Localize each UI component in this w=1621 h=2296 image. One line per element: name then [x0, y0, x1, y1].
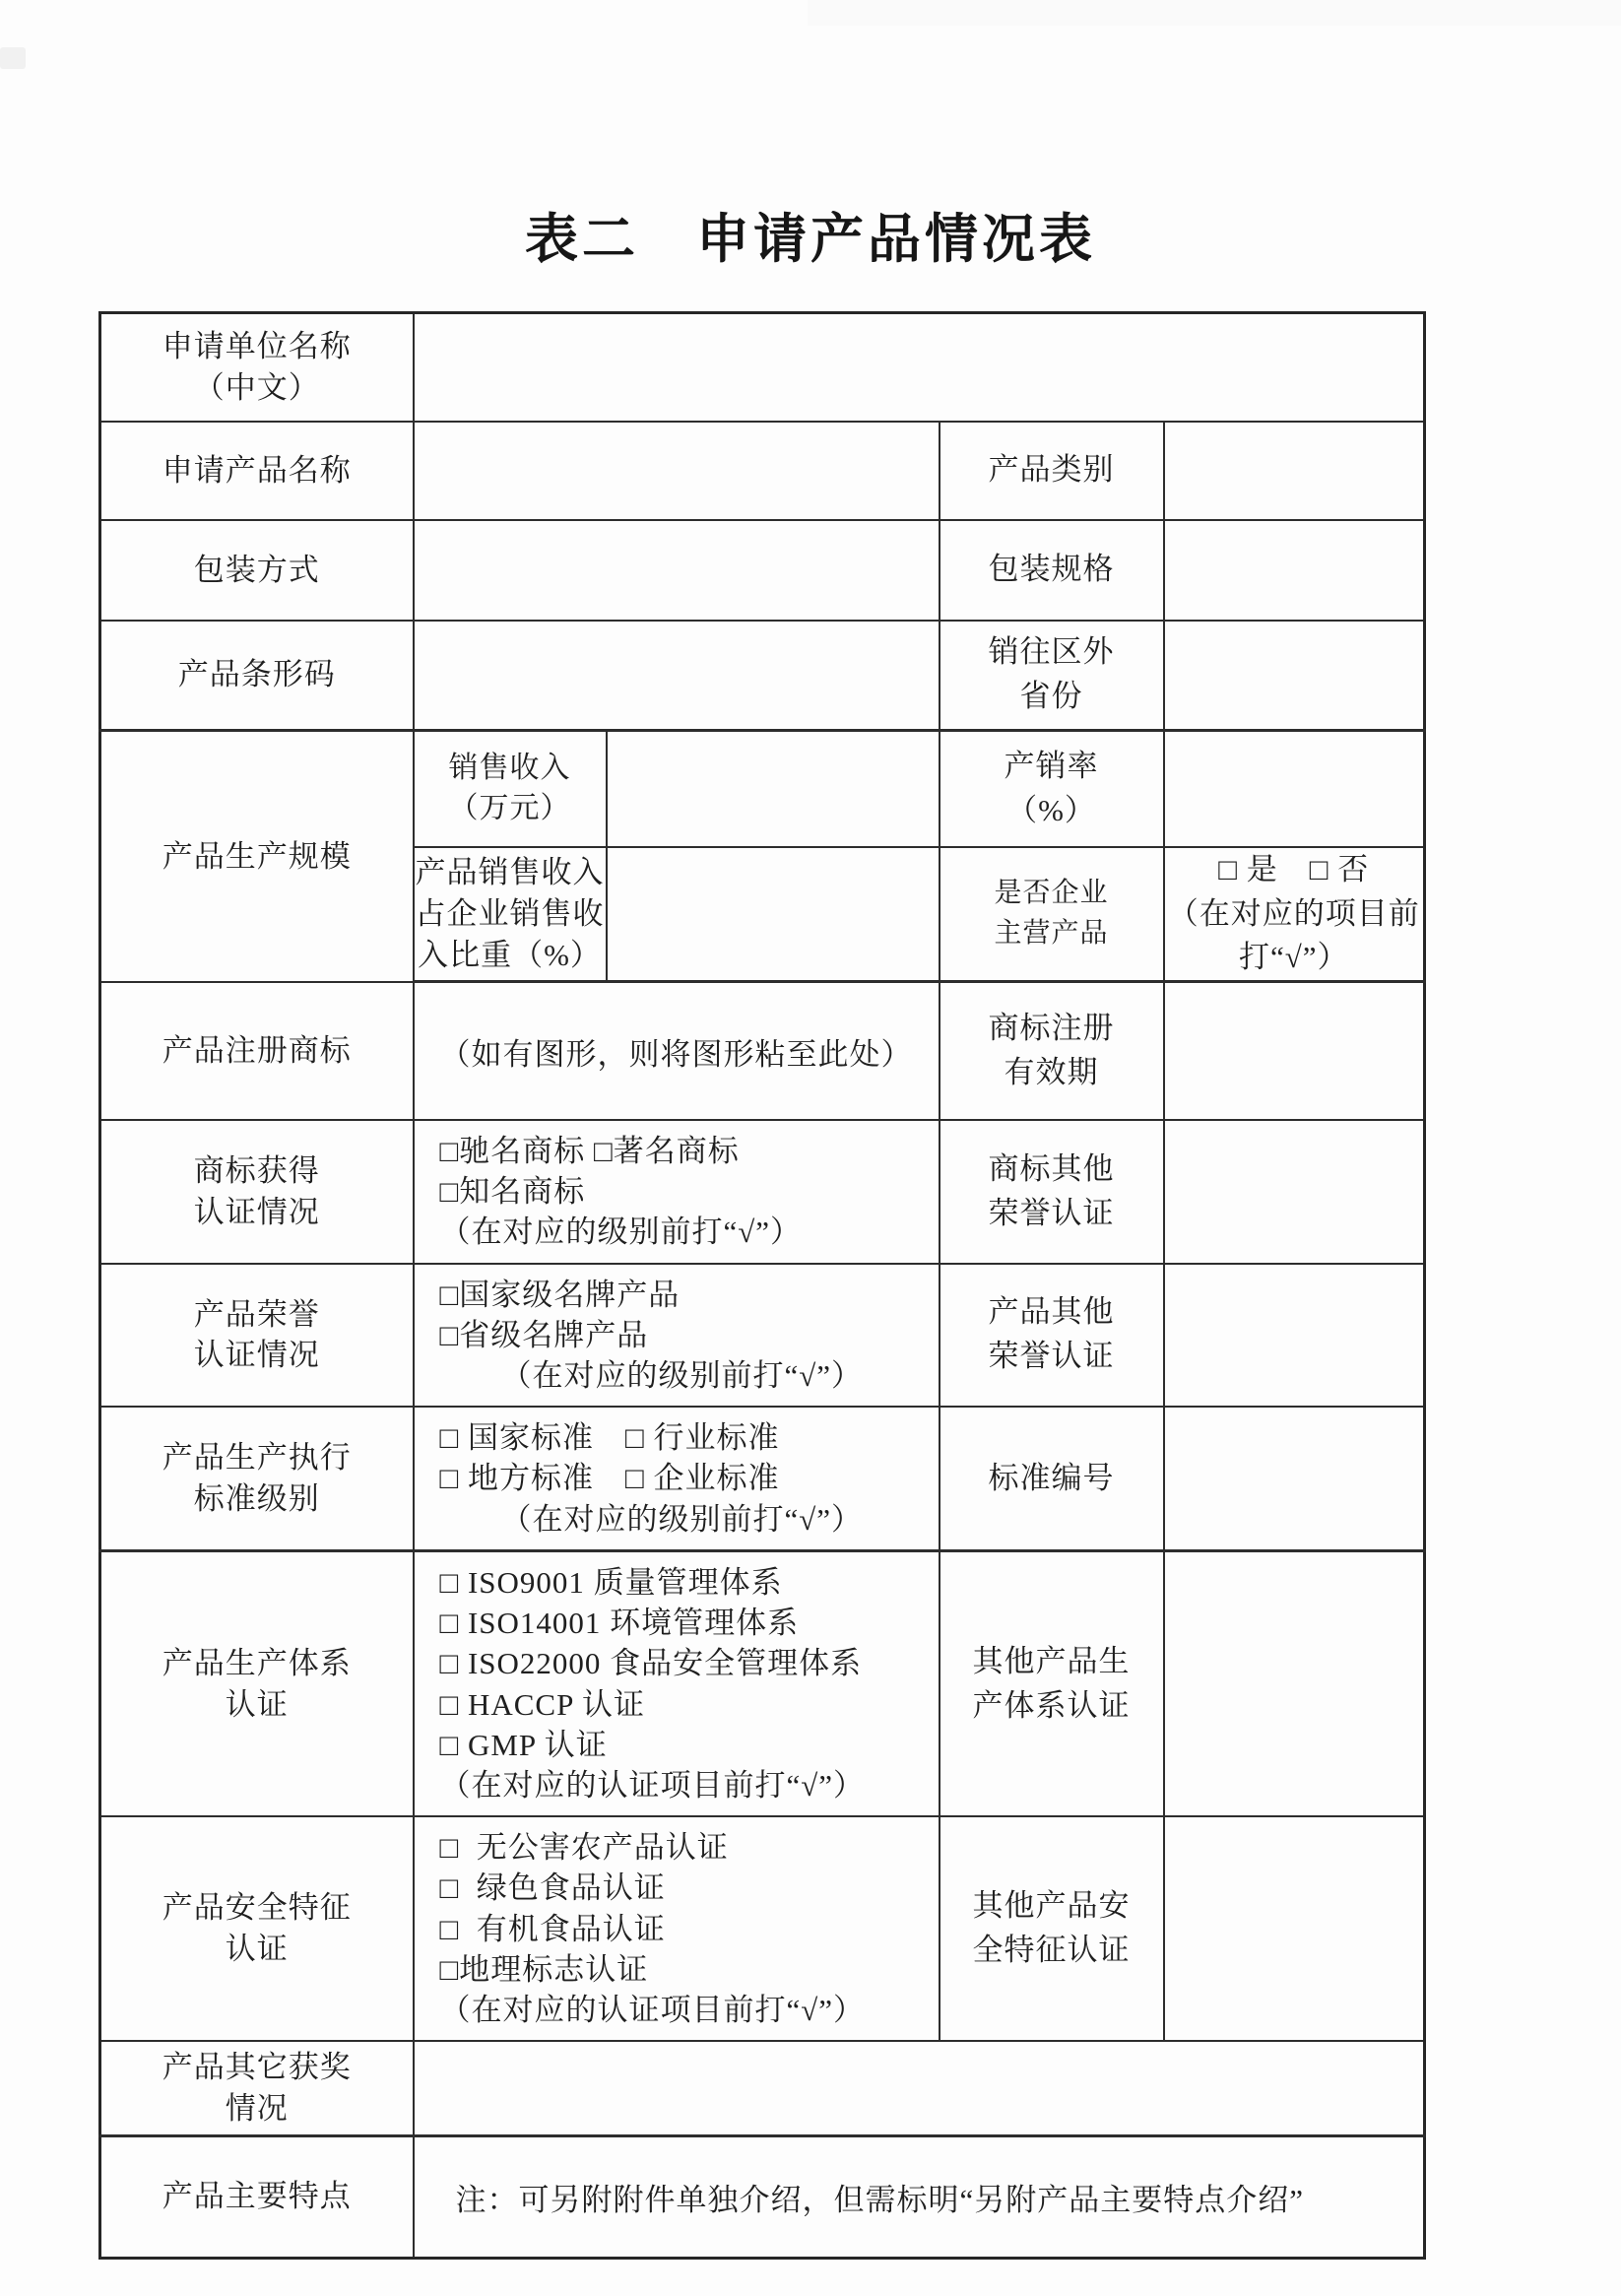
checkbox-option: □ ISO14001 环境管理体系 [439, 1606, 800, 1641]
standard-number-field [1164, 1407, 1425, 1550]
row-label-other-safety-cert: 其他产品安 全特征认证 [940, 1816, 1164, 2041]
row-label-standard-number: 标准编号 [940, 1407, 1164, 1550]
unit-name-field [414, 313, 1425, 422]
main-features-note: 注：可另附附件单独介绍，但需标明“另附产品主要特点介绍” [414, 2135, 1425, 2258]
safety-cert-options [414, 1816, 940, 2041]
row-label-sales-revenue: 销售收入 （万元） [414, 731, 607, 847]
row-label-production-scale: 产品生产规模 [100, 731, 414, 982]
checkbox-option: □地理标志认证 [439, 1951, 649, 1987]
product-name-field [414, 422, 940, 520]
checkbox-option: □国家级名牌产品 [439, 1277, 681, 1312]
row-label-product-other-honors: 产品其他 荣誉认证 [940, 1264, 1164, 1408]
checkmark-hint: （在对应的级别前打“√”） [439, 1214, 803, 1250]
product-info-table [98, 311, 1426, 2260]
system-cert-options [414, 1550, 940, 1816]
product-other-honors-field [1164, 1264, 1425, 1408]
checkmark-hint: （在对应的认证项目前打“√”） [439, 1993, 866, 2028]
checkbox-option: □ GMP 认证 [439, 1727, 608, 1762]
checkbox-option: □ 绿色食品认证 [439, 1870, 666, 1906]
other-awards-field [414, 2041, 1425, 2135]
trademark-validity-field [1164, 982, 1425, 1120]
row-label-product-category: 产品类别 [940, 422, 1164, 520]
checkbox-option: □ 地方标准 □ 企业标准 [439, 1461, 780, 1496]
packaging-spec-field [1164, 520, 1425, 621]
row-label-main-features: 产品主要特点 [100, 2135, 414, 2258]
checkbox-option: □ ISO22000 食品安全管理体系 [439, 1646, 863, 1681]
product-category-field [1164, 422, 1425, 520]
checkbox-option: □ 有机食品认证 [439, 1911, 666, 1946]
row-label-production-sales-ratio: 产销率 （%） [940, 731, 1164, 847]
row-label-product-honor-certification: 产品荣誉 认证情况 [100, 1264, 414, 1408]
row-label-is-main-product: 是否企业 主营产品 [940, 847, 1164, 982]
production-sales-ratio-field [1164, 731, 1425, 847]
other-safety-cert-field [1164, 1816, 1425, 2041]
row-label-trademark-validity: 商标注册 有效期 [940, 982, 1164, 1120]
checkbox-option: □省级名牌产品 [439, 1317, 649, 1352]
standard-level-options [414, 1407, 940, 1550]
row-label-trademark-certification: 商标获得 认证情况 [100, 1120, 414, 1264]
row-label-provinces-outside: 销往区外 省份 [940, 621, 1164, 731]
row-label-safety-certification: 产品安全特征 认证 [100, 1816, 414, 2041]
revenue-share-field [607, 847, 940, 982]
checkmark-hint: （在对应的级别前打“√”） [500, 1501, 864, 1537]
other-system-cert-field [1164, 1550, 1425, 1816]
main-product-checkboxes: □ 是 □ 否 （在对应的项目前 打“√”） [1164, 847, 1425, 982]
checkbox-option: □知名商标 [439, 1174, 586, 1210]
row-label-product-barcode: 产品条形码 [100, 621, 414, 731]
row-label-other-system-cert: 其他产品生 产体系认证 [940, 1550, 1164, 1816]
checkbox-option: □ 国家标准 □ 行业标准 [439, 1420, 780, 1456]
checkbox-option: □ ISO9001 质量管理体系 [439, 1564, 783, 1600]
checkbox-option: □ 无公害农产品认证 [439, 1830, 729, 1866]
product-barcode-field [414, 621, 940, 731]
yes-no-checkbox-option: □ 是 □ 否 [1218, 851, 1370, 886]
checkmark-hint: （在对应的级别前打“√”） [500, 1358, 864, 1393]
row-label-unit-name: 申请单位名称 （中文） [100, 313, 414, 422]
sales-revenue-field [607, 731, 940, 847]
row-label-trademark-other-honors: 商标其他 荣誉认证 [940, 1120, 1164, 1264]
row-label-other-awards: 产品其它获奖 情况 [100, 2041, 414, 2135]
form-title: 表二 申请产品情况表 [525, 210, 1096, 269]
trademark-cert-options [414, 1120, 940, 1264]
row-label-revenue-share: 产品销售收入 占企业销售收 入比重（%） [414, 847, 607, 982]
row-label-packaging-method: 包装方式 [100, 520, 414, 621]
checkbox-option: □驰名商标 □著名商标 [439, 1133, 740, 1168]
trademark-other-honors-field [1164, 1120, 1425, 1264]
provinces-outside-field [1164, 621, 1425, 731]
row-label-product-name: 申请产品名称 [100, 422, 414, 520]
checkbox-option: □ HACCP 认证 [439, 1686, 645, 1722]
row-label-production-system-certification: 产品生产体系 认证 [100, 1550, 414, 1816]
row-label-registered-trademark: 产品注册商标 [100, 982, 414, 1120]
checkmark-hint: （在对应的认证项目前打“√”） [439, 1767, 866, 1803]
packaging-method-field [414, 520, 940, 621]
trademark-paste-hint: （如有图形，则将图形粘至此处） [414, 982, 940, 1120]
row-label-production-standard-level: 产品生产执行 标准级别 [100, 1407, 414, 1550]
row-label-packaging-spec: 包装规格 [940, 520, 1164, 621]
product-honor-options [414, 1264, 940, 1408]
